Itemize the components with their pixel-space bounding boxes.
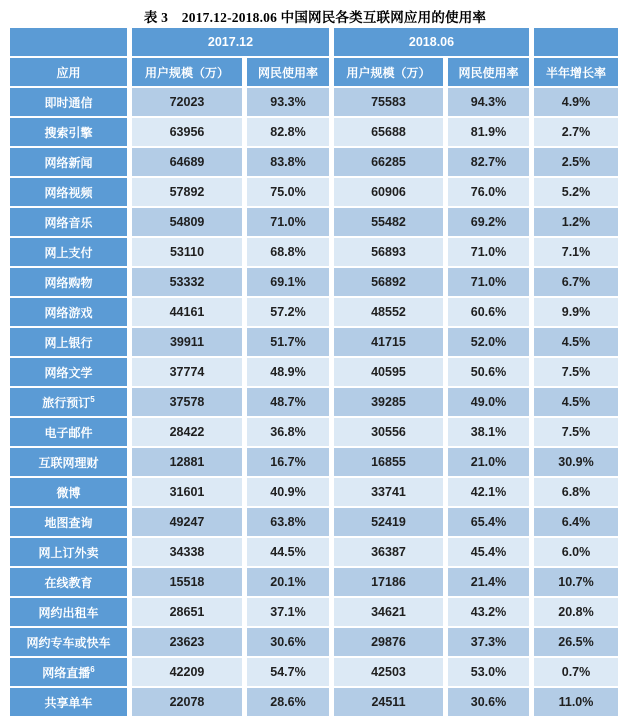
growth-cell: 2.7% [534, 118, 618, 146]
rate-2018-cell: 94.3% [448, 88, 529, 116]
scale-2018-cell: 40595 [334, 358, 443, 386]
app-name-cell: 网络视频 [10, 178, 127, 206]
scale-2017-cell: 49247 [132, 508, 242, 536]
app-name-cell: 网络购物 [10, 268, 127, 296]
growth-cell: 6.8% [534, 478, 618, 506]
table-row [10, 268, 618, 296]
rate-2018-cell: 71.0% [448, 238, 529, 266]
app-name-cell: 地图查询 [10, 508, 127, 536]
table-row [10, 388, 618, 416]
rate-2018-cell: 52.0% [448, 328, 529, 356]
growth-cell: 2.5% [534, 148, 618, 176]
rate-2017-cell: 48.9% [247, 358, 329, 386]
table-row [10, 598, 618, 626]
app-name-cell: 即时通信 [10, 88, 127, 116]
table-row [10, 658, 618, 686]
rate-2017-cell: 69.1% [247, 268, 329, 296]
table-row [10, 148, 618, 176]
table-row [10, 508, 618, 536]
rate-2018-cell: 37.3% [448, 628, 529, 656]
rate-2017-cell: 75.0% [247, 178, 329, 206]
table-row [10, 328, 618, 356]
table-row [10, 688, 618, 716]
table-title: 表 3 2017.12-2018.06 中国网民各类互联网应用的使用率 [143, 10, 487, 25]
table-row [10, 568, 618, 596]
table-row [10, 418, 618, 446]
app-name-cell: 互联网理财 [10, 448, 127, 476]
growth-cell: 4.5% [534, 328, 618, 356]
scale-2017-cell: 44161 [132, 298, 242, 326]
growth-cell: 6.7% [534, 268, 618, 296]
scale-2017-cell: 37774 [132, 358, 242, 386]
growth-cell: 6.4% [534, 508, 618, 536]
rate-2017-cell: 68.8% [247, 238, 329, 266]
scale-2018-cell: 33741 [334, 478, 443, 506]
footnote-superscript: 5 [90, 394, 95, 404]
scale-2017-cell: 28651 [132, 598, 242, 626]
growth-cell: 5.2% [534, 178, 618, 206]
rate-2017-cell: 37.1% [247, 598, 329, 626]
scale-2017-cell: 28422 [132, 418, 242, 446]
rate-2017-cell: 51.7% [247, 328, 329, 356]
rate-2018-cell: 53.0% [448, 658, 529, 686]
scale-2017-cell: 64689 [132, 148, 242, 176]
rate-2018-cell: 65.4% [448, 508, 529, 536]
table-row [10, 358, 618, 386]
app-name-cell: 网上支付 [10, 238, 127, 266]
corner-cell-right [534, 28, 618, 56]
rate-2017-cell: 20.1% [247, 568, 329, 596]
rate-2018-cell: 71.0% [448, 268, 529, 296]
scale-2018-cell: 48552 [334, 298, 443, 326]
rate-2018-cell: 21.0% [448, 448, 529, 476]
rate-2018-cell: 42.1% [448, 478, 529, 506]
rate-2018-cell: 60.6% [448, 298, 529, 326]
growth-cell: 11.0% [534, 688, 618, 716]
rate-2018-cell: 81.9% [448, 118, 529, 146]
table-row [10, 538, 618, 566]
scale-2017-cell: 22078 [132, 688, 242, 716]
growth-cell: 1.2% [534, 208, 618, 236]
column-header-growth: 半年增长率 [534, 58, 618, 86]
period-2018-header: 2018.06 [334, 28, 529, 56]
table-row [10, 478, 618, 506]
growth-cell: 26.5% [534, 628, 618, 656]
scale-2018-cell: 55482 [334, 208, 443, 236]
column-header-rate-2018: 网民使用率 [448, 58, 529, 86]
scale-2017-cell: 12881 [132, 448, 242, 476]
rate-2018-cell: 45.4% [448, 538, 529, 566]
growth-cell: 4.9% [534, 88, 618, 116]
table-body [10, 88, 618, 716]
rate-2018-cell: 21.4% [448, 568, 529, 596]
scale-2018-cell: 41715 [334, 328, 443, 356]
table-row [10, 448, 618, 476]
rate-2017-cell: 30.6% [247, 628, 329, 656]
rate-2017-cell: 63.8% [247, 508, 329, 536]
app-name-cell: 微博 [10, 478, 127, 506]
rate-2017-cell: 16.7% [247, 448, 329, 476]
scale-2018-cell: 42503 [334, 658, 443, 686]
table-row [10, 628, 618, 656]
rate-2018-cell: 49.0% [448, 388, 529, 416]
rate-2017-cell: 40.9% [247, 478, 329, 506]
period-2017-header: 2017.12 [132, 28, 329, 56]
footnote-superscript: 6 [90, 664, 95, 674]
scale-2017-cell: 63956 [132, 118, 242, 146]
table-row [10, 118, 618, 146]
scale-2017-cell: 54809 [132, 208, 242, 236]
rate-2017-cell: 44.5% [247, 538, 329, 566]
scale-2017-cell: 42209 [132, 658, 242, 686]
rate-2018-cell: 69.2% [448, 208, 529, 236]
app-name-cell: 网约专车或快车 [10, 628, 127, 656]
scale-2018-cell: 75583 [334, 88, 443, 116]
scale-2017-cell: 23623 [132, 628, 242, 656]
growth-cell: 30.9% [534, 448, 618, 476]
app-name-cell: 搜索引擎 [10, 118, 127, 146]
rate-2017-cell: 28.6% [247, 688, 329, 716]
scale-2018-cell: 29876 [334, 628, 443, 656]
app-name-cell: 网络游戏 [10, 298, 127, 326]
scale-2018-cell: 17186 [334, 568, 443, 596]
rate-2017-cell: 57.2% [247, 298, 329, 326]
column-header-row [10, 58, 618, 86]
scale-2017-cell: 53332 [132, 268, 242, 296]
corner-cell-left [10, 28, 127, 56]
scale-2018-cell: 34621 [334, 598, 443, 626]
app-name-cell: 网上银行 [10, 328, 127, 356]
scale-2018-cell: 65688 [334, 118, 443, 146]
scale-2017-cell: 31601 [132, 478, 242, 506]
rate-2017-cell: 71.0% [247, 208, 329, 236]
scale-2018-cell: 24511 [334, 688, 443, 716]
app-name-cell: 旅行预订$^5$ [10, 388, 127, 416]
growth-cell: 7.1% [534, 238, 618, 266]
rate-2017-cell: 48.7% [247, 388, 329, 416]
app-name-cell: 网络文学 [10, 358, 127, 386]
growth-cell: 6.0% [534, 538, 618, 566]
scale-2018-cell: 30556 [334, 418, 443, 446]
scale-2018-cell: 66285 [334, 148, 443, 176]
rate-2018-cell: 38.1% [448, 418, 529, 446]
rate-2018-cell: 30.6% [448, 688, 529, 716]
table-row [10, 208, 618, 236]
app-name-cell: 网约出租车 [10, 598, 127, 626]
growth-cell: 0.7% [534, 658, 618, 686]
scale-2017-cell: 57892 [132, 178, 242, 206]
column-header-scale-2017: 用户规模（万） [132, 58, 242, 86]
rate-2018-cell: 76.0% [448, 178, 529, 206]
rate-2018-cell: 43.2% [448, 598, 529, 626]
rate-2017-cell: 54.7% [247, 658, 329, 686]
column-header-app: 应用 [10, 58, 127, 86]
column-header-rate-2017: 网民使用率 [247, 58, 329, 86]
scale-2018-cell: 56893 [334, 238, 443, 266]
growth-cell: 20.8% [534, 598, 618, 626]
growth-cell: 4.5% [534, 388, 618, 416]
rate-2017-cell: 82.8% [247, 118, 329, 146]
period-header-row [10, 28, 618, 56]
app-name-cell: 网络新闻 [10, 148, 127, 176]
growth-cell: 10.7% [534, 568, 618, 596]
table-row [10, 88, 618, 116]
scale-2017-cell: 15518 [132, 568, 242, 596]
internet-usage-table [5, 26, 623, 718]
app-name-cell: 网络直播$^6$ [10, 658, 127, 686]
scale-2018-cell: 52419 [334, 508, 443, 536]
app-name-cell: 电子邮件 [10, 418, 127, 446]
rate-2018-cell: 82.7% [448, 148, 529, 176]
table-row [10, 238, 618, 266]
scale-2017-cell: 37578 [132, 388, 242, 416]
growth-cell: 7.5% [534, 418, 618, 446]
app-name-cell: 网上订外卖 [10, 538, 127, 566]
scale-2018-cell: 60906 [334, 178, 443, 206]
growth-cell: 7.5% [534, 358, 618, 386]
rate-2018-cell: 50.6% [448, 358, 529, 386]
scale-2017-cell: 39911 [132, 328, 242, 356]
scale-2017-cell: 53110 [132, 238, 242, 266]
table-row [10, 178, 618, 206]
rate-2017-cell: 36.8% [247, 418, 329, 446]
column-header-scale-2018: 用户规模（万） [334, 58, 443, 86]
scale-2018-cell: 36387 [334, 538, 443, 566]
scale-2017-cell: 72023 [132, 88, 242, 116]
table-row [10, 298, 618, 326]
rate-2017-cell: 93.3% [247, 88, 329, 116]
scale-2018-cell: 16855 [334, 448, 443, 476]
app-name-cell: 共享单车 [10, 688, 127, 716]
scale-2017-cell: 34338 [132, 538, 242, 566]
growth-cell: 9.9% [534, 298, 618, 326]
rate-2017-cell: 83.8% [247, 148, 329, 176]
app-name-cell: 在线教育 [10, 568, 127, 596]
app-name-cell: 网络音乐 [10, 208, 127, 236]
scale-2018-cell: 56892 [334, 268, 443, 296]
scale-2018-cell: 39285 [334, 388, 443, 416]
